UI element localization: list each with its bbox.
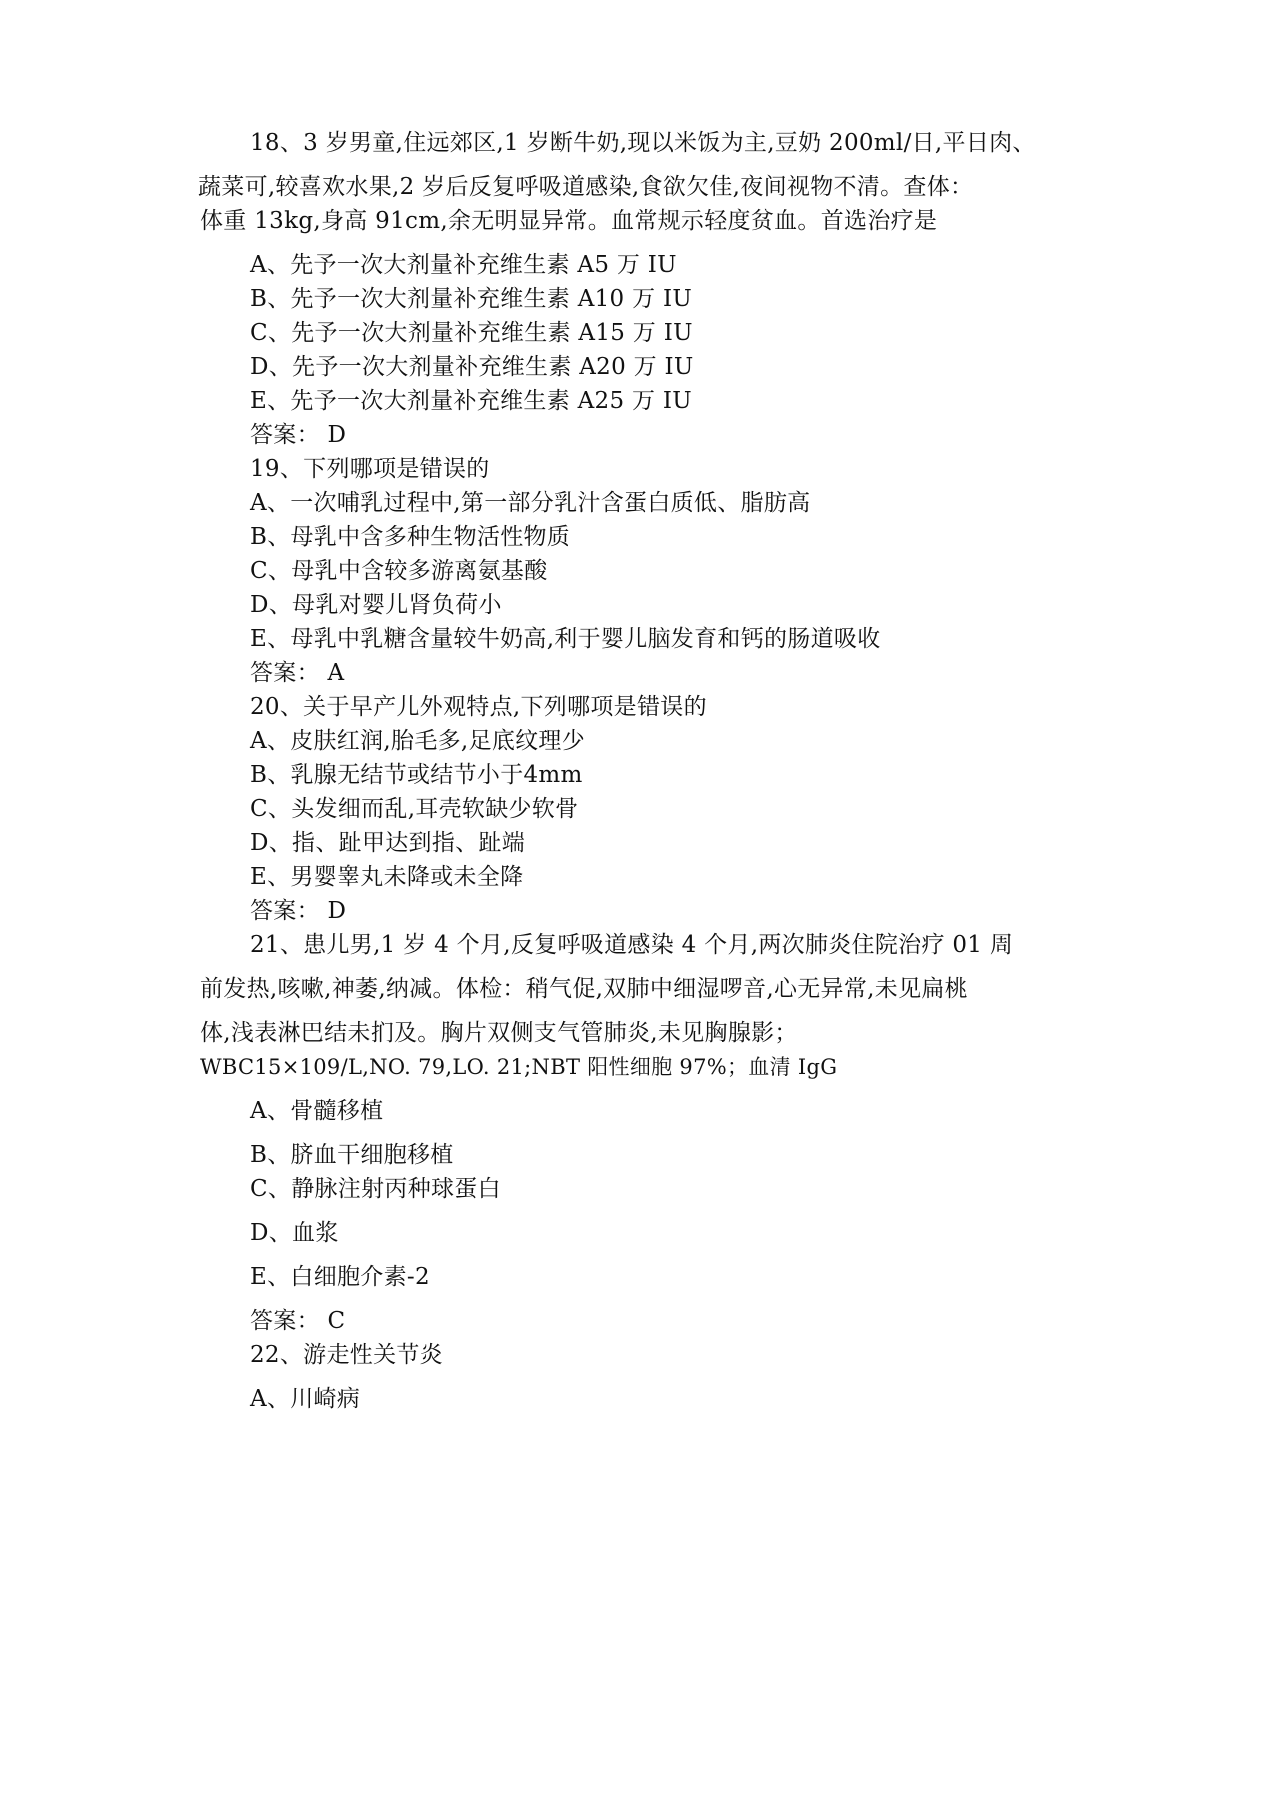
option-a: A、骨髓移植	[250, 1098, 384, 1124]
answer: 答案： D	[250, 898, 347, 924]
option-e: E、母乳中乳糖含量较牛奶高,利于婴儿脑发育和钙的肠道吸收	[250, 626, 881, 652]
question-list	[200, 128, 1080, 1414]
option-a: A、一次哺乳过程中,第一部分乳汁含蛋白质低、脂肪高	[250, 490, 811, 516]
option-a: A、川崎病	[250, 1386, 361, 1412]
question-stem-line: 20、关于早产儿外观特点,下列哪项是错误的	[250, 694, 707, 720]
question-stem-line: 19、下列哪项是错误的	[250, 456, 490, 482]
answer: 答案： C	[250, 1308, 346, 1334]
question-20	[200, 692, 1080, 926]
option-c: C、静脉注射丙种球蛋白	[250, 1176, 501, 1202]
question-stem-line: 前发热,咳嗽,神萎,纳减。体检：稍气促,双肺中细湿啰音,心无异常,未见扁桃	[200, 976, 968, 1002]
question-19	[200, 454, 1080, 688]
question-stem-line: 体,浅表淋巴结未扪及。胸片双侧支气管肺炎,未见胸腺影；	[200, 1020, 798, 1046]
option-a: A、皮肤红润,胎毛多,足底纹理少	[250, 728, 586, 754]
option-b: B、乳腺无结节或结节小于4mm	[250, 762, 583, 788]
option-d: D、指、趾甲达到指、趾端	[250, 830, 526, 856]
question-stem-line: WBC15×109/L,NO. 79,LO. 21;NBT 阳性细胞 97%；血清 IgG	[200, 1055, 838, 1079]
option-b: B、脐血干细胞移植	[250, 1142, 454, 1168]
question-stem-line: 22、游走性关节炎	[250, 1342, 443, 1368]
option-d: D、先予一次大剂量补充维生素 A20 万 IU	[250, 354, 694, 380]
option-d: D、血浆	[250, 1220, 339, 1246]
answer: 答案： A	[250, 660, 345, 686]
question-stem-line: 18、3 岁男童,住远郊区,1 岁断牛奶,现以米饭为主,豆奶 200ml/日,平日肉、	[250, 130, 1036, 156]
option-b: B、母乳中含多种生物活性物质	[250, 524, 571, 550]
option-b: B、先予一次大剂量补充维生素 A10 万 IU	[250, 286, 693, 312]
option-e: E、白细胞介素-2	[250, 1264, 430, 1290]
question-18	[200, 128, 1080, 450]
answer: 答案： D	[250, 422, 347, 448]
question-22	[200, 1340, 1080, 1414]
option-d: D、母乳对婴儿肾负荷小	[250, 592, 502, 618]
option-e: E、男婴睾丸未降或未全降	[250, 864, 524, 890]
question-21	[200, 930, 1080, 1336]
option-e: E、先予一次大剂量补充维生素 A25 万 IU	[250, 388, 692, 414]
option-c: C、母乳中含较多游离氨基酸	[250, 558, 548, 584]
option-a: A、先予一次大剂量补充维生素 A5 万 IU	[250, 252, 677, 278]
question-stem-line: 21、患儿男,1 岁 4 个月,反复呼吸道感染 4 个月,两次肺炎住院治疗 01 周	[250, 932, 1014, 958]
question-stem-line: 蔬菜可,较喜欢水果,2 岁后反复呼吸道感染,食欲欠佳,夜间视物不清。查体：	[198, 174, 974, 200]
option-c: C、先予一次大剂量补充维生素 A15 万 IU	[250, 320, 693, 346]
option-c: C、头发细而乱,耳壳软缺少软骨	[250, 796, 579, 822]
question-stem-line: 体重 13kg,身高 91cm,余无明显异常。血常规示轻度贫血。首选治疗是	[200, 208, 938, 234]
